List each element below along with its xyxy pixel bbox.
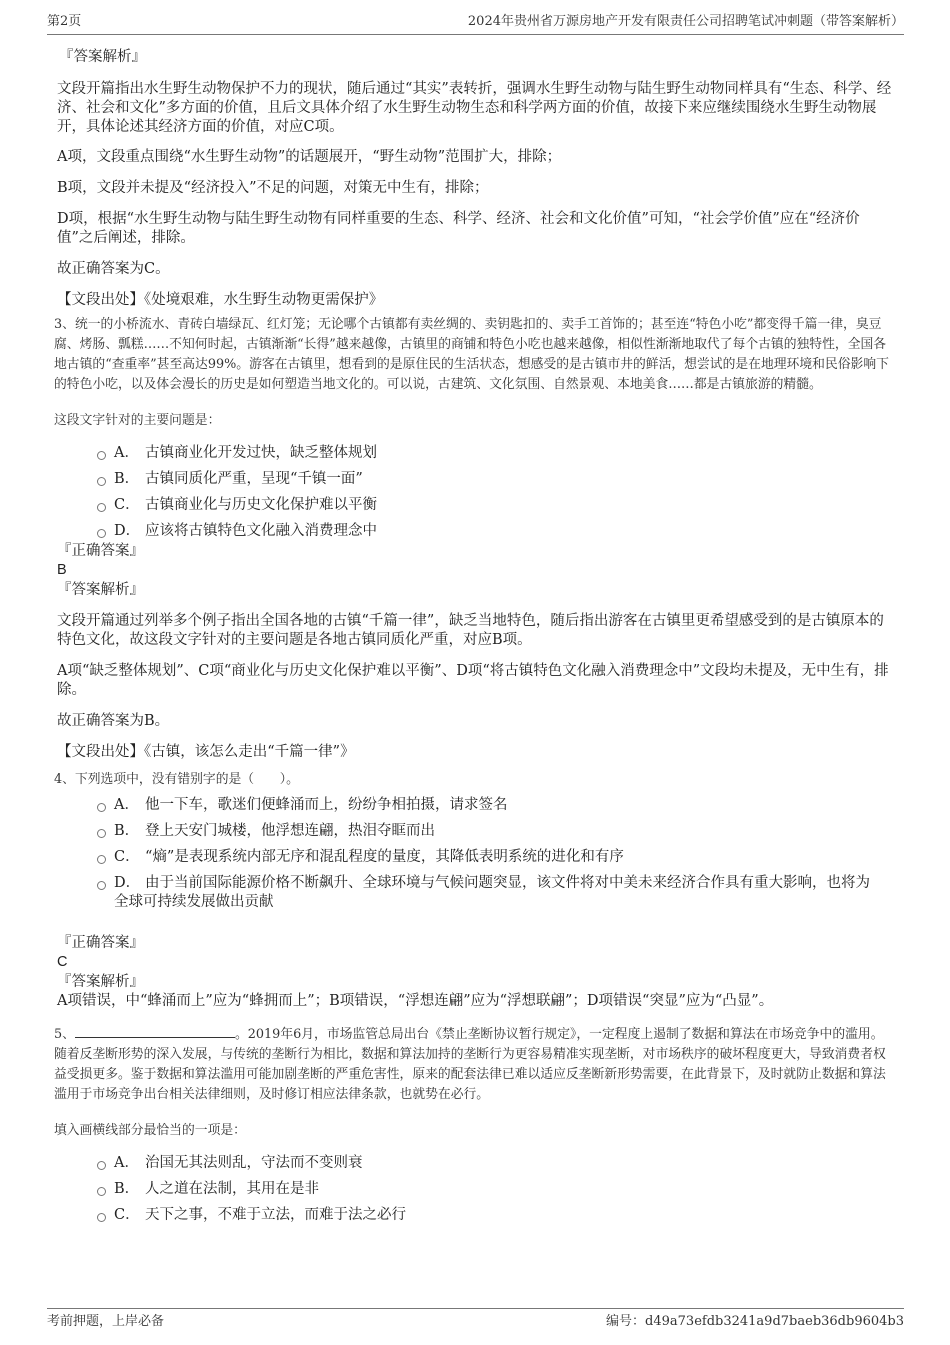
q4-option-d[interactable]: D． 由于当前国际能源价格不断飙升、全球环境与气候问题突显，该文件将对中美未来经济合作具有重大影响，也将为全球可持续发展做出贡献 xyxy=(57,874,893,912)
q3-option-a[interactable]: A． 古镇商业化开发过快，缺乏整体规划 xyxy=(57,444,893,463)
q5-question: 填入画横线部分最恰当的一项是： xyxy=(54,1123,246,1138)
radio-icon[interactable] xyxy=(97,1213,106,1222)
radio-icon[interactable] xyxy=(97,1161,106,1170)
q3-source: 【文段出处】《古镇，该怎么走出“千篇一律”》 xyxy=(57,744,355,760)
footer-slogan: 考前押题，上岸必备 xyxy=(47,1314,165,1329)
q4-option-a[interactable]: A． 他一下车，歌迷们便蜂涌而上，纷纷争相拍摄，请求签名 xyxy=(57,796,893,815)
radio-icon[interactable] xyxy=(97,881,106,890)
radio-icon[interactable] xyxy=(97,829,106,838)
q4-correct-label: 『正确答案』 xyxy=(57,935,144,951)
q4-option-b[interactable]: B． 登上天安门城楼，他浮想连翩，热泪夺眶而出 xyxy=(57,822,893,841)
q2-analysis-d: D项，根据“水生野生动物与陆生野生动物有同样重要的生态、科学、经济、社会和文化价值”可知，“社会学价值”应在“经济价值”之后阐述，排除。 xyxy=(57,211,860,246)
radio-icon[interactable] xyxy=(97,529,106,538)
document-id: 编号：d49a73efdb3241a9d7baeb36db9604b3 xyxy=(606,1314,904,1329)
q5-stem: 5、 。2019年6月，市场监管总局出台《禁止垄断协议暂行规定》，一定程度上遏制了数据和算法在市场竞争中的滥用。随着反垄断形势的深入发展，与传统的垄断行为相比，数据和算法加持的垄断行为更容易精准实现垄断，对市场秩序的破坏程度更大，导致消费者权益受损更多。鉴于数据和算法滥用可能加剧垄断的严重危害性，原来的配套法律已难以适应反垄断新形势需要，在此背景下，及时就防止数据和算法滥用于市场竞争出台相关法律细则，及时修订相应法律条款，也就势在必行。 xyxy=(54,1024,893,1105)
q3-analysis-label: 『答案解析』 xyxy=(57,582,144,598)
q4-options xyxy=(57,796,893,912)
q2-source: 【文段出处】《处境艰难，水生野生动物更需保护》 xyxy=(57,292,384,308)
q4-analysis-text: A项错误，中“蜂涌而上”应为“蜂拥而上”；B项错误，“浮想连翩”应为“浮想联翩”；D项错误“突显”应为“凸显”。 xyxy=(57,993,774,1009)
q4-analysis-label: 『答案解析』 xyxy=(57,974,144,990)
radio-icon[interactable] xyxy=(97,503,106,512)
q2-analysis-label: 『答案解析』 xyxy=(59,49,146,65)
q3-stem: 3、统一的小桥流水、青砖白墙绿瓦、红灯笼；无论哪个古镇都有卖丝绸的、卖钥匙扣的、卖手工首饰的；甚至连“特色小吃”都变得千篇一律，臭豆腐、烤肠、瓢糕……不知何时起，古镇渐渐“长得”越来越像，古镇里的商铺和特色小吃也越来越像，相似性渐渐地取代了每个古镇的独特性，全国各地古镇的“查重率”甚至高达99%。游客在古镇里，想看到的是原住民的生活状态，想感受的是古镇市井的鲜活，想尝试的是在地理环境和民俗影响下的特色小吃，以及体会漫长的历史是如何塑造当地文化的。可以说，古建筑、文化氛围、自然景观、本地美食……都是古镇旅游的精髓。 xyxy=(54,317,889,392)
q4-stem: 4、下列选项中，没有错别字的是（ ）。 xyxy=(54,772,299,787)
q3-conclusion: 故正确答案为B。 xyxy=(57,713,170,729)
radio-icon[interactable] xyxy=(97,855,106,864)
q5-option-c[interactable]: C． 天下之事，不难于立法，而难于法之必行 xyxy=(57,1206,893,1225)
fill-blank xyxy=(75,1024,235,1038)
q4-correct-answer: C xyxy=(57,954,68,970)
radio-icon[interactable] xyxy=(97,477,106,486)
q3-option-d[interactable]: D． 应该将古镇特色文化融入消费理念中 xyxy=(57,522,893,541)
q3-correct-label: 『正确答案』 xyxy=(57,543,144,559)
main-content xyxy=(54,45,893,1225)
q5-options xyxy=(57,1154,893,1225)
page-footer xyxy=(47,1308,904,1339)
page-number: 第2页 xyxy=(47,14,82,29)
radio-icon[interactable] xyxy=(97,451,106,460)
q2-analysis-a: A项，文段重点围绕“水生野生动物”的话题展开，“野生动物”范围扩大，排除； xyxy=(57,149,562,165)
q3-analysis-other: A项“缺乏整体规划”、C项“商业化与历史文化保护难以平衡”、D项“将古镇特色文化融入消费理念中”文段均未提及，无中生有，排除。 xyxy=(57,663,889,698)
q3-correct-answer: B xyxy=(57,562,67,578)
q5-option-b[interactable]: B． 人之道在法制，其用在是非 xyxy=(57,1180,893,1199)
q3-options xyxy=(57,444,893,541)
q3-question: 这段文字针对的主要问题是： xyxy=(54,413,221,428)
document-title: 2024年贵州省万源房地产开发有限责任公司招聘笔试冲刺题（带答案解析） xyxy=(467,14,904,29)
page-header xyxy=(47,10,904,35)
q5-option-a[interactable]: A． 治国无其法则乱，守法而不变则衰 xyxy=(57,1154,893,1173)
radio-icon[interactable] xyxy=(97,803,106,812)
q4-option-c[interactable]: C． “熵”是表现系统内部无序和混乱程度的量度，其降低表明系统的进化和有序 xyxy=(57,848,893,867)
q2-analysis-b: B项，文段并未提及“经济投入”不足的问题，对策无中生有，排除； xyxy=(57,180,489,196)
radio-icon[interactable] xyxy=(97,1187,106,1196)
q3-option-c[interactable]: C． 古镇商业化与历史文化保护难以平衡 xyxy=(57,496,893,515)
q3-analysis-text: 文段开篇通过列举多个例子指出全国各地的古镇“千篇一律”，缺乏当地特色，随后指出游客在古镇里更希望感受到的是古镇原本的特色文化，故这段文字针对的主要问题是各地古镇同质化严重，对应B项。 xyxy=(57,613,884,648)
q2-analysis-text: 文段开篇指出水生野生动物保护不力的现状，随后通过“其实”表转折，强调水生野生动物与陆生野生动物同样具有“生态、科学、经济、社会和文化”多方面的价值，且后文具体介绍了水生野生动物生态和科学两方面的价值，故接下来应继续围绕水生野生动物展开，具体论述其经济方面的价值，对应C项。 xyxy=(57,81,892,135)
q2-conclusion: 故正确答案为C。 xyxy=(57,261,170,277)
q3-option-b[interactable]: B． 古镇同质化严重，呈现“千镇一面” xyxy=(57,470,893,489)
